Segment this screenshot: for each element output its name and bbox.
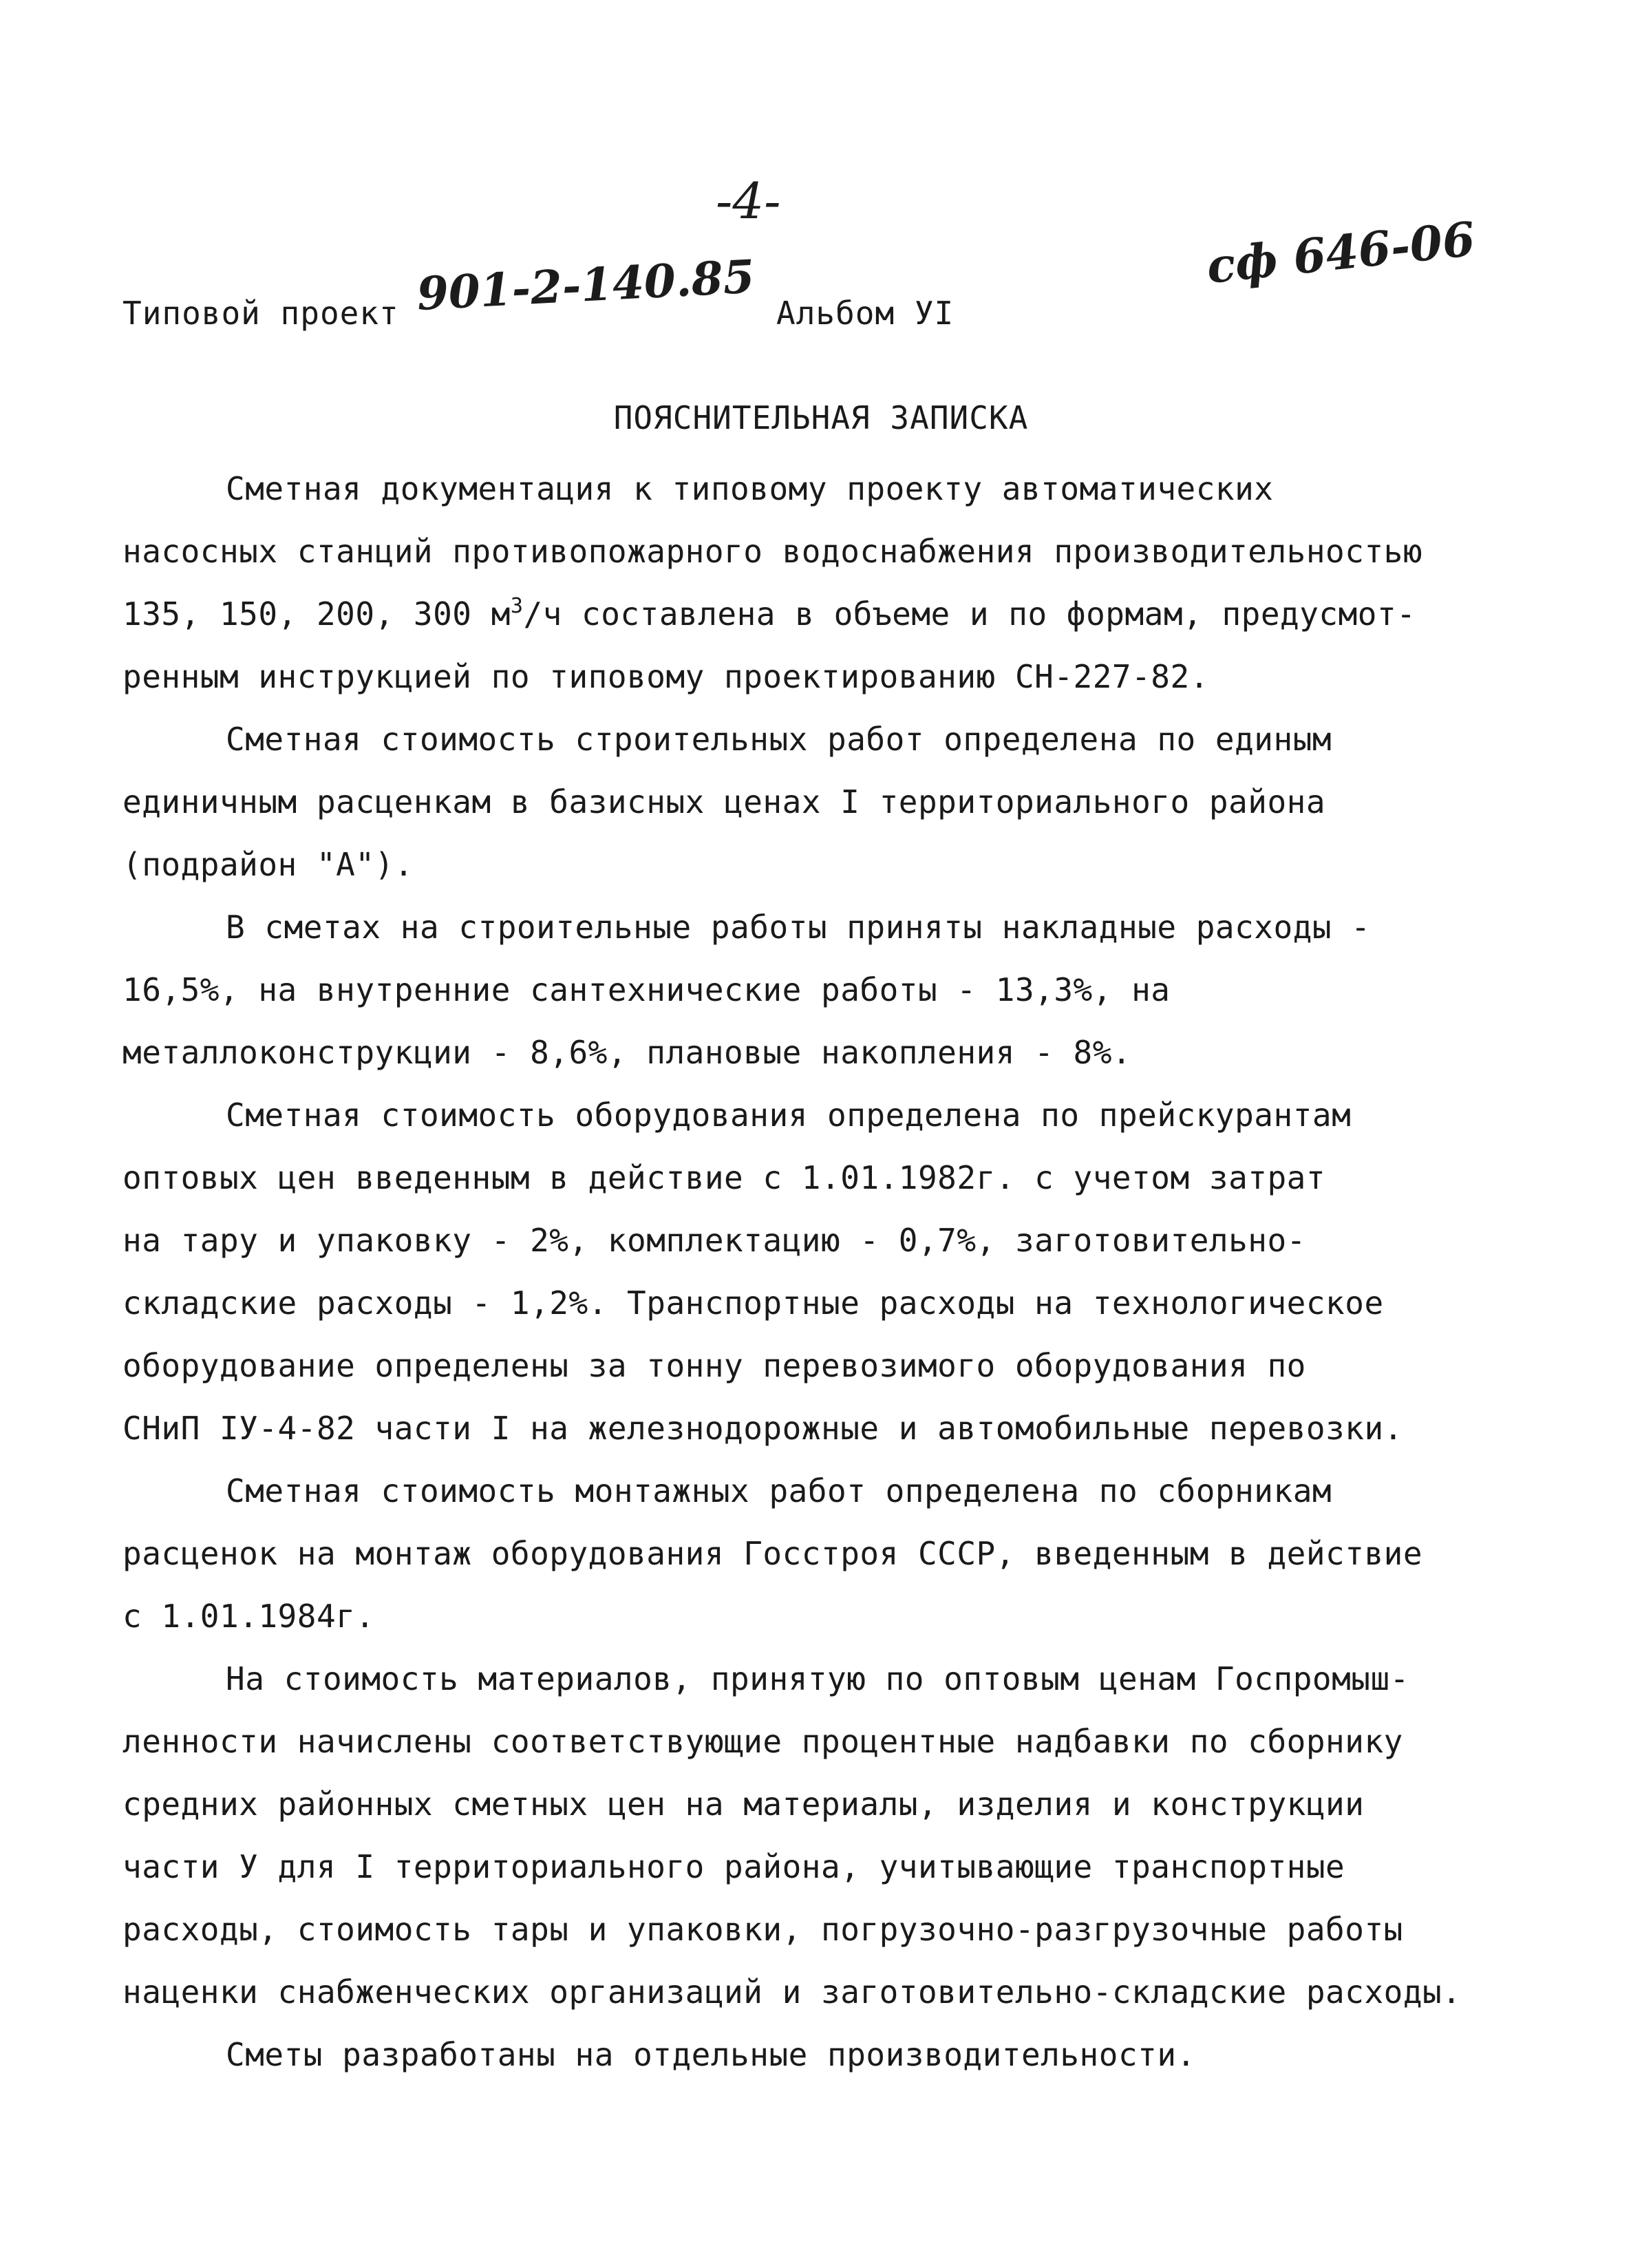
text-line: 16,5%, на внутренние сантехнические работы - 13,3%, на	[122, 971, 1171, 1008]
text-line: На стоимость материалов, принятую по оптовым ценам Госпромыш-	[226, 1660, 1409, 1697]
paragraph-5	[122, 1460, 1526, 1648]
paragraph-1	[122, 458, 1526, 708]
document-body	[122, 458, 1526, 2086]
text-line: наценки снабженческих организаций и заготовительно-складские расходы.	[122, 1973, 1462, 2011]
text-line: части У для I территориального района, учитывающие транспортные	[122, 1848, 1345, 1885]
paragraph-7	[122, 2024, 1526, 2086]
page-number: -4-	[716, 172, 781, 230]
text-line: ленности начислены соответствующие процентные надбавки по сборнику	[122, 1723, 1403, 1760]
text-line-end: /ч составлена в объеме и по формам, предусмот-	[523, 595, 1416, 633]
project-label: Типовой проект	[122, 295, 399, 332]
text-line: на тару и упаковку - 2%, комплектацию - 0,7%, заготовительно-	[122, 1222, 1306, 1259]
text-line: оборудование определены за тонну перевозимого оборудования по	[122, 1347, 1306, 1384]
text-line: расходы, стоимость тары и упаковки, погрузочно-разгрузочные работы	[122, 1911, 1403, 1948]
text-line	[122, 583, 1526, 646]
paragraph-2	[122, 708, 1526, 896]
text-line: Сметная документация к типовому проекту автоматических	[226, 470, 1274, 507]
document-title: ПОЯСНИТЕЛЬНАЯ ЗАПИСКА	[613, 399, 1029, 436]
paragraph-3	[122, 896, 1526, 1084]
text-line: насосных станций противопожарного водоснабжения производительностью	[122, 533, 1423, 570]
text-line: В сметах на строительные работы приняты накладные расходы -	[226, 909, 1371, 946]
text-line-start: 135, 150, 200, 300 м	[122, 595, 511, 633]
text-line: СНиП IУ-4-82 части I на железнодорожные и автомобильные перевозки.	[122, 1410, 1403, 1447]
superscript: 3	[510, 594, 524, 618]
project-number-handwritten: 901-2-140.85	[415, 249, 756, 321]
text-line: единичным расценкам в базисных ценах I территориального района	[122, 783, 1326, 820]
sheet-code-handwritten: сф 646-06	[1204, 211, 1478, 295]
text-line: Сметная стоимость строительных работ определена по единым	[226, 721, 1332, 758]
text-line: Сметная стоимость оборудования определена по прейскурантам	[226, 1096, 1352, 1134]
album-label: Альбом УI	[776, 295, 955, 332]
paragraph-4	[122, 1084, 1526, 1460]
document-header	[122, 211, 1520, 343]
text-line: с 1.01.1984г.	[122, 1598, 375, 1635]
text-line: складские расходы - 1,2%. Транспортные расходы на технологическое	[122, 1284, 1384, 1322]
paragraph-6	[122, 1648, 1526, 2024]
text-line: средних районных сметных цен на материалы, изделия и конструкции	[122, 1785, 1365, 1823]
text-line: (подрайон "А").	[122, 846, 414, 883]
text-line: металлоконструкции - 8,6%, плановые накопления - 8%.	[122, 1034, 1132, 1071]
text-line: расценок на монтаж оборудования Госстроя СССР, введенным в действие	[122, 1535, 1423, 1572]
text-line: оптовых цен введенным в действие с 1.01.1982г. с учетом затрат	[122, 1159, 1326, 1196]
text-line: Сметная стоимость монтажных работ определена по сборникам	[226, 1472, 1332, 1509]
text-line: ренным инструкцией по типовому проектированию СН-227-82.	[122, 658, 1209, 695]
text-line: Сметы разработаны на отдельные производительности.	[226, 2036, 1196, 2073]
